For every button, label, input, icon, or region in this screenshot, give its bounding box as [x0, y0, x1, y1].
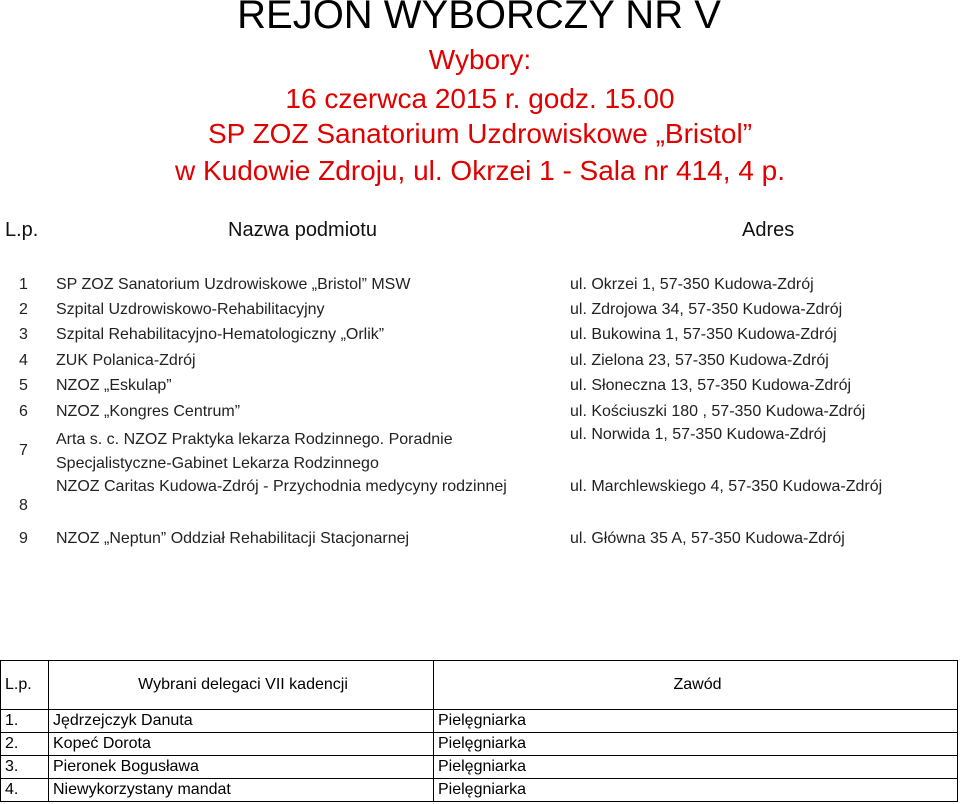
entity-number: 3	[19, 326, 28, 343]
location-line-1: SP ZOZ Sanatorium Uzdrowiskowe „Bristol”	[207, 118, 753, 149]
entity-name: NZOZ Caritas Kudowa-Zdrój - Przychodnia medycyny rodzinnej	[56, 478, 507, 495]
entity-name: NZOZ „Kongres Centrum”	[56, 403, 241, 420]
table-row	[1, 779, 958, 802]
delegates-col-role: Zawód	[434, 661, 958, 710]
entity-name-line-2: Specjalistyczne-Gabinet Lekarza Rodzinnego	[56, 455, 379, 472]
delegate-name: Pieronek Bogusława	[49, 756, 434, 779]
delegate-name: Niewykorzystany mandat	[49, 779, 434, 802]
entity-address: ul. Główna 35 A, 57-350 Kudowa-Zdrój	[570, 530, 845, 547]
entity-name: SP ZOZ Sanatorium Uzdrowiskowe „Bristol” MSW	[56, 276, 411, 293]
entities-col-lp: L.p.	[5, 219, 39, 241]
delegate-name: Kopeć Dorota	[49, 733, 434, 756]
table-row	[1, 733, 958, 756]
entity-address: ul. Zielona 23, 57-350 Kudowa-Zdrój	[570, 352, 829, 369]
entity-number: 5	[19, 377, 28, 394]
entity-number: 6	[19, 403, 28, 420]
location-line-2: w Kudowie Zdroju, ul. Okrzei 1 - Sala nr 414, 4 p.	[174, 155, 786, 186]
delegate-role: Pielęgniarka	[434, 779, 958, 802]
entity-number: 4	[19, 352, 28, 369]
delegate-number: 2.	[1, 733, 49, 756]
delegate-role: Pielęgniarka	[434, 756, 958, 779]
entity-address: ul. Okrzei 1, 57-350 Kudowa-Zdrój	[570, 276, 814, 293]
entity-number: 9	[19, 530, 28, 547]
entity-name: NZOZ „Neptun” Oddział Rehabilitacji Stacjonarnej	[56, 530, 410, 547]
entities-col-address: Adres	[742, 219, 795, 241]
entity-address: ul. Słoneczna 13, 57-350 Kudowa-Zdrój	[570, 377, 852, 394]
delegate-role: Pielęgniarka	[434, 710, 958, 733]
table-row	[1, 710, 958, 733]
delegate-role: Pielęgniarka	[434, 733, 958, 756]
entity-number: 7	[19, 442, 28, 459]
delegate-number: 3.	[1, 756, 49, 779]
entity-number: 1	[19, 276, 28, 293]
entity-address: ul. Bukowina 1, 57-350 Kudowa-Zdrój	[570, 326, 837, 343]
entity-name: Szpital Uzdrowiskowo-Rehabilitacyjny	[56, 301, 325, 318]
entities-col-name: Nazwa podmiotu	[228, 219, 377, 241]
delegates-col-name: Wybrani delegaci VII kadencji	[49, 661, 434, 710]
entity-address: ul. Marchlewskiego 4, 57-350 Kudowa-Zdrój	[570, 478, 883, 495]
delegate-name: Jędrzejczyk Danuta	[49, 710, 434, 733]
entity-name: ZUK Polanica-Zdrój	[56, 352, 196, 369]
delegates-col-lp: L.p.	[1, 661, 49, 710]
entity-name: Szpital Rehabilitacyjno-Hematologiczny „Orlik”	[56, 326, 385, 343]
election-date: 16 czerwca 2015 r. godz. 15.00	[285, 83, 675, 114]
elections-label: Wybory:	[428, 44, 532, 75]
entity-address: ul. Zdrojowa 34, 57-350 Kudowa-Zdrój	[570, 301, 843, 318]
table-row	[1, 756, 958, 779]
entity-address: ul. Kościuszki 180 , 57-350 Kudowa-Zdrój	[570, 403, 866, 420]
entity-name: NZOZ „Eskulap”	[56, 377, 172, 394]
page-title: REJON WYBORCZY NR V	[237, 0, 721, 37]
delegates-header-row	[1, 661, 958, 710]
entity-number: 8	[19, 497, 28, 514]
entity-address: ul. Norwida 1, 57-350 Kudowa-Zdrój	[570, 426, 827, 443]
delegate-number: 4.	[1, 779, 49, 802]
entity-number: 2	[19, 301, 28, 318]
delegates-table	[0, 660, 958, 802]
entity-name-line-1: Arta s. c. NZOZ Praktyka lekarza Rodzinnego. Poradnie	[56, 431, 453, 448]
delegate-number: 1.	[1, 710, 49, 733]
